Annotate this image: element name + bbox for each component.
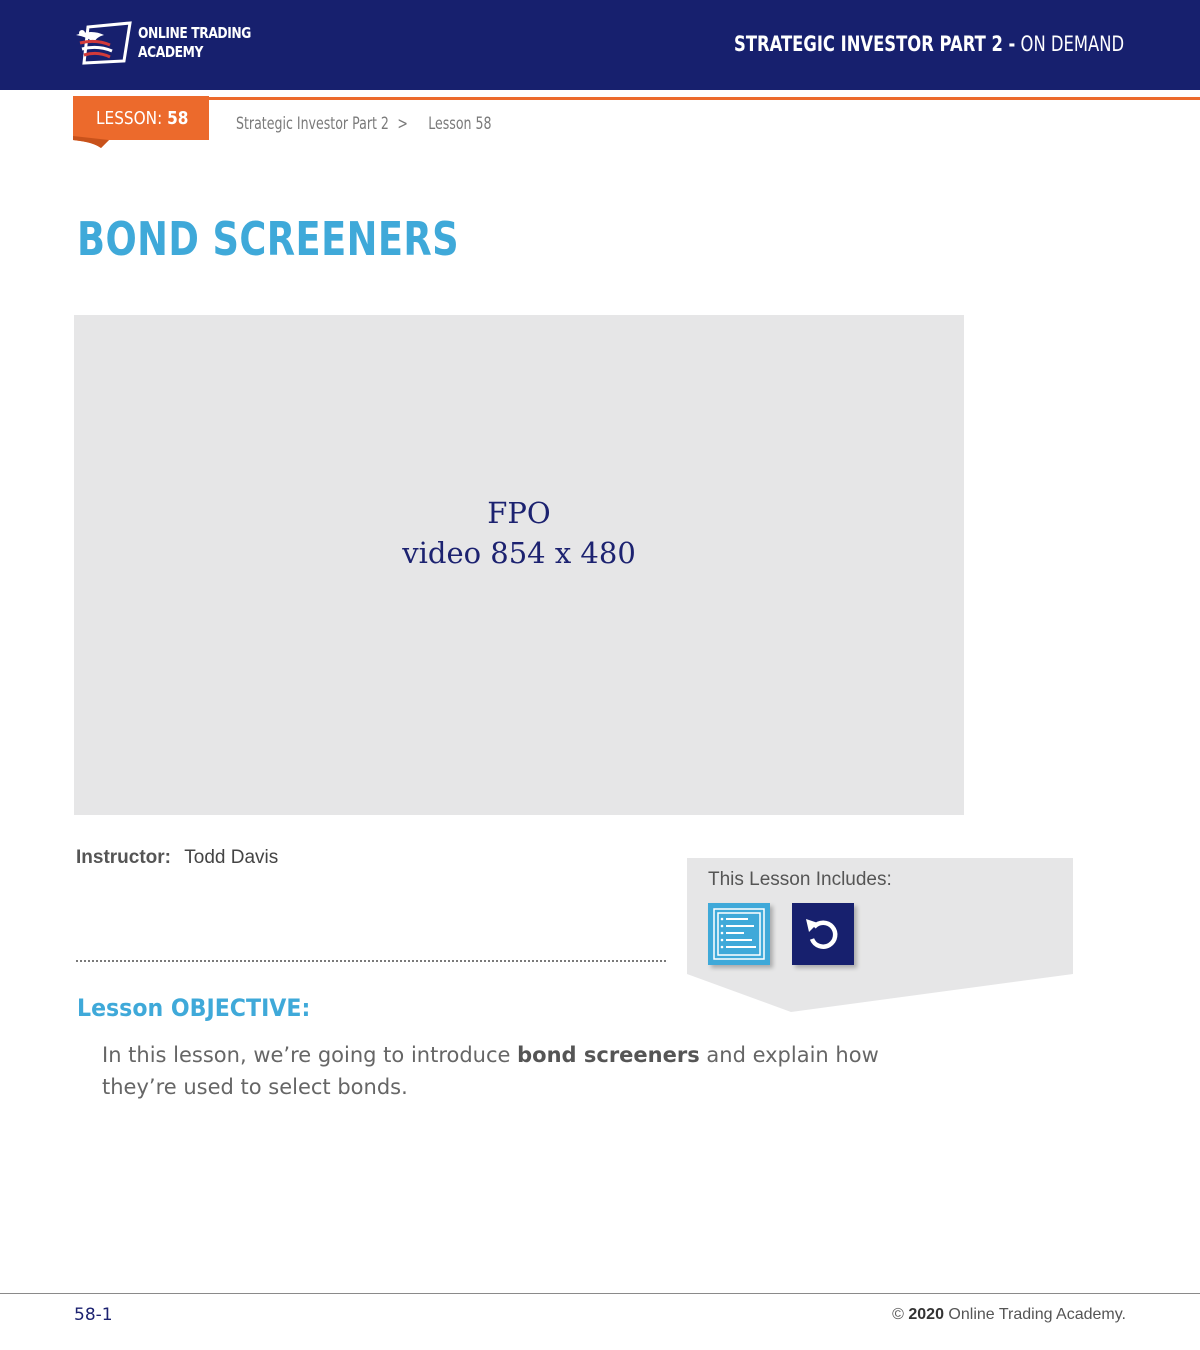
brand-name (138, 24, 251, 62)
objective-text-end: and explain how they’re used to select bonds. (102, 1043, 879, 1099)
notes-list-icon[interactable] (708, 903, 770, 965)
header-accent-rule (209, 97, 1200, 100)
copyright-owner: Online Trading Academy. (948, 1306, 1126, 1323)
objective-text-start: In this lesson, we’re going to introduce (102, 1043, 518, 1067)
course-title (734, 32, 1124, 56)
brand-line-1: ONLINE TRADING (138, 24, 251, 42)
copyright-symbol: © (892, 1306, 904, 1323)
lesson-label-text: LESSON: (96, 108, 163, 129)
footer-divider (0, 1293, 1200, 1294)
breadcrumb-item-course[interactable]: Strategic Investor Part 2 (236, 114, 389, 134)
lesson-includes-title: This Lesson Includes: (708, 869, 892, 890)
video-placeholder-line-2: video 854 x 480 (402, 536, 636, 570)
page-number: 58-1 (74, 1305, 113, 1325)
breadcrumb-separator: > (397, 114, 408, 134)
video-placeholder-text (74, 493, 964, 573)
course-title-suffix: ON DEMAND (1020, 32, 1124, 56)
objective-keyword: bond screeners (517, 1043, 700, 1067)
breadcrumb-item-lesson[interactable]: Lesson 58 (428, 114, 492, 134)
lesson-number-label (96, 108, 188, 129)
objective-text (102, 1039, 922, 1103)
video-placeholder[interactable] (74, 315, 964, 815)
instructor-line (76, 847, 278, 869)
lesson-number: 58 (167, 108, 189, 129)
course-title-main: STRATEGIC INVESTOR PART 2 - (733, 32, 1016, 56)
copyright-year: 2020 (908, 1306, 944, 1323)
header-bar (0, 0, 1200, 90)
review-refresh-icon[interactable] (792, 903, 854, 965)
brand-line-2: ACADEMY (138, 43, 203, 61)
eagle-flag-logo-icon (74, 21, 132, 65)
dotted-divider (76, 960, 666, 962)
instructor-name: Todd Davis (184, 847, 279, 868)
copyright-notice (892, 1306, 1126, 1324)
breadcrumb (236, 114, 492, 134)
instructor-label: Instructor: (76, 847, 171, 868)
objective-heading: Lesson OBJECTIVE: (77, 994, 311, 1022)
video-placeholder-line-1: FPO (487, 496, 551, 530)
page-title: BOND SCREENERS (77, 212, 459, 266)
